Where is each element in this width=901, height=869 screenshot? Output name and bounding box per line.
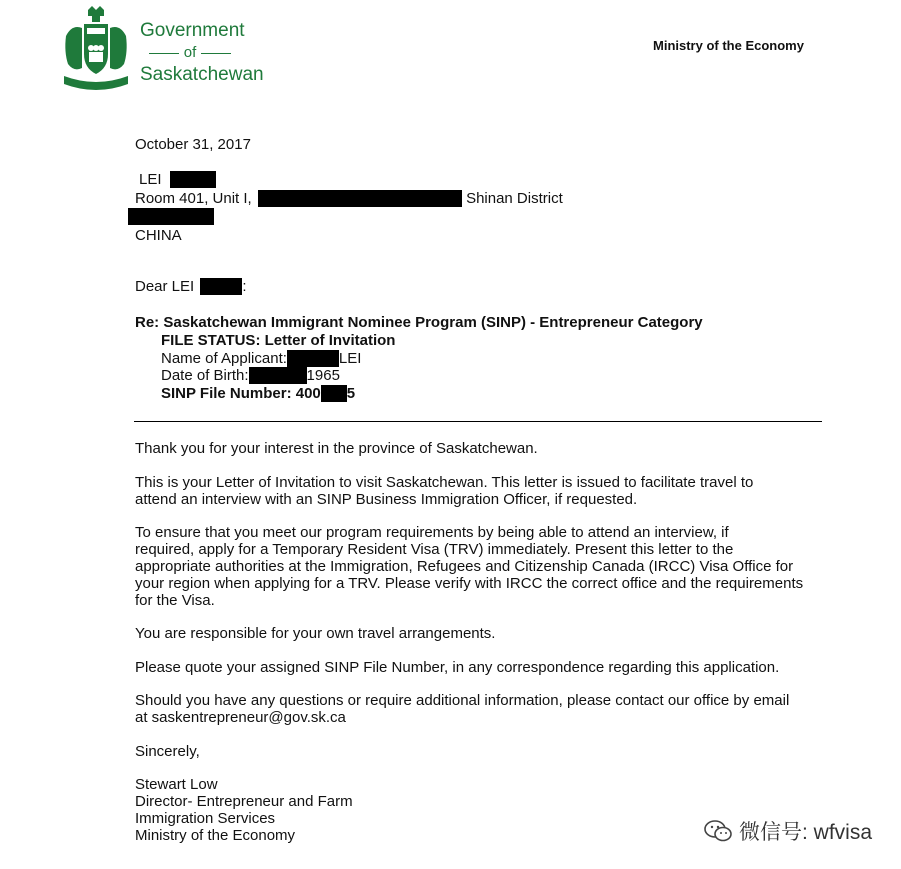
- salutation-start: Dear LEI: [135, 278, 195, 295]
- wechat-icon: [703, 819, 733, 843]
- re-title: Saskatchewan Immigrant Nominee Program (SINP) - Entrepreneur Category: [163, 314, 703, 331]
- address-line1-start: Room 401, Unit I,: [135, 190, 252, 207]
- para-thanks: Thank you for your interest in the province of Saskatchewan.: [135, 440, 538, 457]
- applicant-value: LEI: [338, 350, 362, 367]
- redaction-bar: [321, 385, 347, 402]
- para-requirements-l5: for the Visa.: [135, 592, 215, 609]
- section-divider: [134, 421, 822, 422]
- file-number-end: 5: [346, 385, 356, 402]
- redaction-bar: [128, 208, 214, 225]
- salutation: [135, 278, 247, 295]
- signatory-title-1: Director- Entrepreneur and Farm: [135, 793, 353, 810]
- para-file-number: Please quote your assigned SINP File Number, in any correspondence regarding this application.: [135, 659, 780, 676]
- para-requirements-l4: your region when applying for a TRV. Please verify with IRCC the correct office and the requirements: [135, 575, 804, 592]
- address-line1: [135, 190, 563, 207]
- signatory-title-3: Ministry of the Economy: [135, 827, 296, 844]
- signatory-name: Stewart Low: [135, 776, 218, 793]
- file-number-line: [161, 385, 355, 402]
- dob-label: Date of Birth:: [161, 367, 249, 384]
- address-line1-end: Shinan District: [466, 190, 563, 207]
- wordmark-rule-left: [149, 53, 179, 54]
- para-contact-l2: at saskentrepreneur@gov.sk.ca: [135, 709, 346, 726]
- wechat-watermark: [703, 816, 872, 846]
- saskatchewan-crest-logo: [62, 6, 130, 94]
- dob-value: 1965: [306, 367, 340, 384]
- para-requirements-l2: required, apply for a Temporary Resident Visa (TRV) immediately. Present this letter to the: [135, 541, 734, 558]
- addressee-name: LEI: [139, 171, 162, 188]
- signatory-title-2: Immigration Services: [135, 810, 276, 827]
- wordmark-rule-right: [201, 53, 231, 54]
- redaction-bar: [258, 190, 462, 207]
- re-label: Re:: [135, 314, 160, 331]
- watermark-text: 微信号: wfvisa: [739, 821, 873, 844]
- para-travel: You are responsible for your own travel arrangements.: [135, 625, 496, 642]
- ministry-heading: Ministry of the Economy: [653, 38, 804, 53]
- applicant-name-line: [161, 350, 361, 367]
- para-invitation-l1: This is your Letter of Invitation to visit Saskatchewan. This letter is issued to facilitate travel to: [135, 474, 754, 491]
- gov-line2-row: [140, 42, 240, 64]
- applicant-label: Name of Applicant:: [161, 350, 287, 367]
- gov-line2: of: [183, 44, 197, 61]
- salutation-end: :: [242, 278, 247, 295]
- gov-line1: Government: [140, 20, 245, 41]
- redaction-bar: [249, 367, 307, 384]
- closing: Sincerely,: [135, 743, 200, 760]
- re-line: [135, 314, 703, 331]
- para-requirements-l3: appropriate authorities at the Immigration, Refugees and Citizenship Canada (IRCC) Visa Office for: [135, 558, 794, 575]
- para-requirements-l1: To ensure that you meet our program requirements by being able to attend an interview, if: [135, 524, 729, 541]
- redaction-bar: [200, 278, 242, 295]
- para-contact-l1: Should you have any questions or require additional information, please contact our office by email: [135, 692, 790, 709]
- government-wordmark: [140, 20, 264, 86]
- gov-line3: Saskatchewan: [140, 64, 264, 85]
- redaction-bar: [287, 350, 339, 367]
- redaction-bar: [170, 171, 216, 188]
- address-line2: [128, 208, 214, 226]
- address-country: CHINA: [135, 227, 182, 244]
- file-number-label: SINP File Number: 400: [161, 385, 321, 402]
- file-status: FILE STATUS: Letter of Invitation: [161, 332, 396, 349]
- para-invitation-l2: attend an interview with an SINP Business Immigration Officer, if requested.: [135, 491, 638, 508]
- letter-date: October 31, 2017: [135, 136, 251, 153]
- dob-line: [161, 367, 340, 384]
- address-name-line: [139, 171, 216, 188]
